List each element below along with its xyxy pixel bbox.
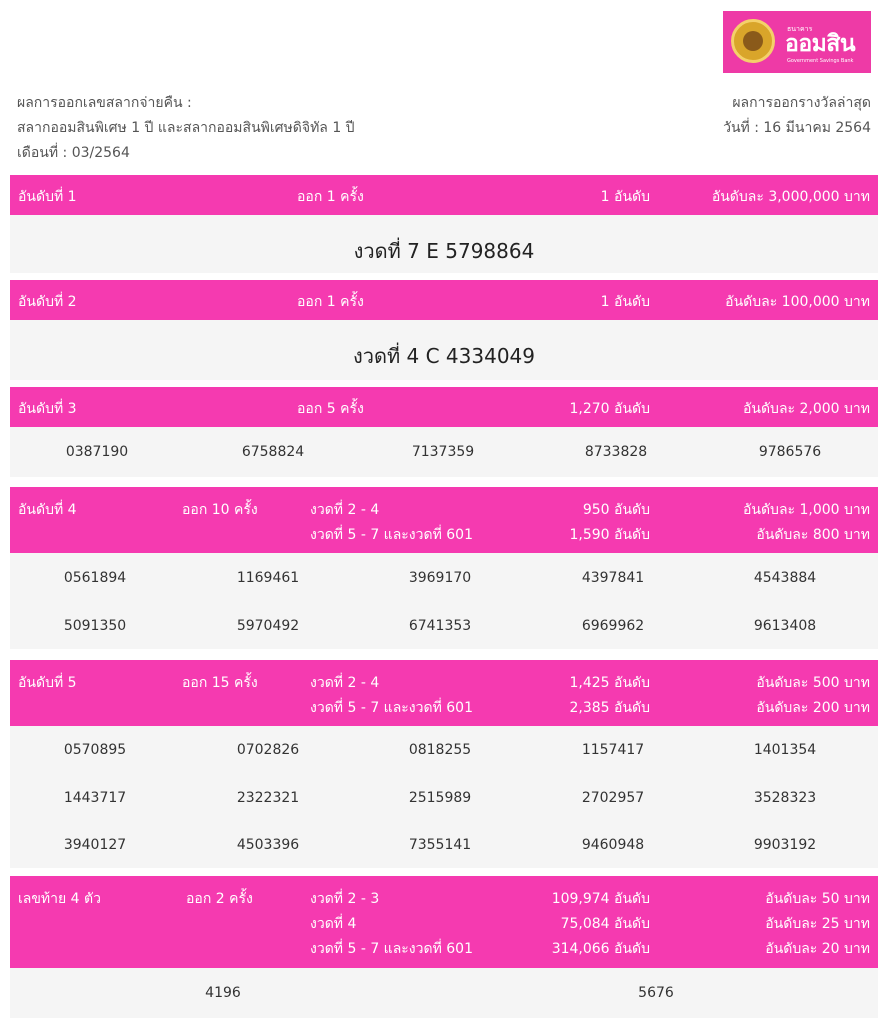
prize4-rank: อันดับที่ 4 (18, 502, 77, 518)
prize3-number: 9786576 (758, 444, 822, 460)
prize5-count2: 2,385 อันดับ (569, 700, 650, 716)
prize5-number: 1401354 (753, 742, 817, 758)
prize5-number: 7355141 (408, 837, 472, 853)
prize3-number: 0387190 (65, 444, 129, 460)
header-left (17, 91, 355, 166)
header-right-line1: ผลการออกรางวัลล่าสุด (732, 95, 871, 111)
last4-amount1: อันดับละ 50 บาท (765, 891, 870, 907)
prize5-body (10, 726, 878, 868)
last4-period3: งวดที่ 5 - 7 และงวดที่ 601 (310, 941, 473, 957)
header-left-line1: ผลการออกเลขสลากจ่ายคืน : (17, 95, 192, 111)
prize1-count: 1 อันดับ (600, 189, 650, 205)
last4-count1: 109,974 อันดับ (551, 891, 650, 907)
prize4-number: 5091350 (63, 618, 127, 634)
last4-count3: 314,066 อันดับ (551, 941, 650, 957)
prize4-body (10, 553, 878, 649)
prize5-period2: งวดที่ 5 - 7 และงวดที่ 601 (310, 700, 473, 716)
prize5-number: 0702826 (236, 742, 300, 758)
prize4-draws: ออก 10 ครั้ง (182, 502, 258, 518)
prize5-draws: ออก 15 ครั้ง (182, 675, 258, 691)
last4-body (10, 968, 878, 1018)
logo-english-text: Government Savings Bank (787, 58, 854, 64)
prize5-number: 2515989 (408, 790, 472, 806)
prize4-number: 4397841 (581, 570, 645, 586)
prize5-number: 1443717 (63, 790, 127, 806)
last4-header (10, 876, 878, 968)
prize4-number: 5970492 (236, 618, 300, 634)
prize3-rank: อันดับที่ 3 (18, 401, 77, 417)
last4-amount2: อันดับละ 25 บาท (765, 916, 870, 932)
prize5-number: 9460948 (581, 837, 645, 853)
prize5-amount2: อันดับละ 200 บาท (756, 700, 870, 716)
prize2-header (10, 280, 878, 320)
gsb-seal-icon (731, 19, 775, 63)
prize3-header (10, 387, 878, 427)
header-left-line3: เดือนที่ : 03/2564 (17, 145, 130, 161)
last4-number: 5676 (638, 985, 674, 1001)
prize3-draws: ออก 5 ครั้ง (297, 401, 364, 417)
gsb-logo (723, 11, 871, 73)
prize2-body (10, 320, 878, 380)
prize1-header (10, 175, 878, 215)
logo-small-text: ธนาคาร (787, 25, 813, 33)
header-right-line2: วันที่ : 16 มีนาคม 2564 (723, 120, 871, 136)
header-right (723, 91, 871, 141)
prize3-number: 8733828 (584, 444, 648, 460)
last4-amount3: อันดับละ 20 บาท (765, 941, 870, 957)
prize1-rank: อันดับที่ 1 (18, 189, 77, 205)
prize3-number: 6758824 (241, 444, 305, 460)
prize4-number: 4543884 (753, 570, 817, 586)
prize4-count2: 1,590 อันดับ (569, 527, 650, 543)
prize3-body (10, 427, 878, 477)
last4-period1: งวดที่ 2 - 3 (310, 891, 380, 907)
prize5-number: 2702957 (581, 790, 645, 806)
prize5-number: 4503396 (236, 837, 300, 853)
last4-period2: งวดที่ 4 (310, 916, 357, 932)
prize5-period1: งวดที่ 2 - 4 (310, 675, 380, 691)
prize2-number: งวดที่ 4 C 4334049 (352, 344, 535, 368)
prize2-amount: อันดับละ 100,000 บาท (725, 294, 870, 310)
prize4-number: 3969170 (408, 570, 472, 586)
header-left-line2: สลากออมสินพิเศษ 1 ปี และสลากออมสินพิเศษดิจิทัล 1 ปี (17, 120, 355, 136)
prize1-number: งวดที่ 7 E 5798864 (353, 239, 535, 263)
prize5-amount1: อันดับละ 500 บาท (756, 675, 870, 691)
prize4-amount1: อันดับละ 1,000 บาท (742, 502, 870, 518)
prize5-number: 3528323 (753, 790, 817, 806)
prize5-number: 1157417 (581, 742, 645, 758)
prize5-rank: อันดับที่ 5 (18, 675, 77, 691)
prize5-number: 3940127 (63, 837, 127, 853)
prize4-number: 9613408 (753, 618, 817, 634)
prize4-amount2: อันดับละ 800 บาท (756, 527, 870, 543)
prize2-count: 1 อันดับ (600, 294, 650, 310)
prize5-number: 2322321 (236, 790, 300, 806)
prize4-number: 0561894 (63, 570, 127, 586)
prize5-count1: 1,425 อันดับ (569, 675, 650, 691)
logo-big-text: ออมสิน (785, 31, 856, 57)
prize4-period1: งวดที่ 2 - 4 (310, 502, 380, 518)
prize4-header (10, 487, 878, 553)
prize5-header (10, 660, 878, 726)
prize3-amount: อันดับละ 2,000 บาท (742, 401, 870, 417)
last4-rank: เลขท้าย 4 ตัว (18, 891, 101, 907)
prize2-draws: ออก 1 ครั้ง (297, 294, 364, 310)
prize4-count1: 950 อันดับ (582, 502, 650, 518)
prize5-number: 9903192 (753, 837, 817, 853)
last4-number: 4196 (205, 985, 241, 1001)
prize4-number: 6741353 (408, 618, 472, 634)
prize5-number: 0818255 (408, 742, 472, 758)
prize1-body (10, 215, 878, 273)
prize3-number: 7137359 (411, 444, 475, 460)
last4-draws: ออก 2 ครั้ง (186, 891, 253, 907)
prize4-number: 1169461 (236, 570, 300, 586)
last4-count2: 75,084 อันดับ (560, 916, 650, 932)
prize5-number: 0570895 (63, 742, 127, 758)
prize4-period2: งวดที่ 5 - 7 และงวดที่ 601 (310, 527, 473, 543)
prize2-rank: อันดับที่ 2 (18, 294, 77, 310)
prize1-draws: ออก 1 ครั้ง (297, 189, 364, 205)
prize4-number: 6969962 (581, 618, 645, 634)
prize1-amount: อันดับละ 3,000,000 บาท (711, 189, 870, 205)
prize3-count: 1,270 อันดับ (569, 401, 650, 417)
